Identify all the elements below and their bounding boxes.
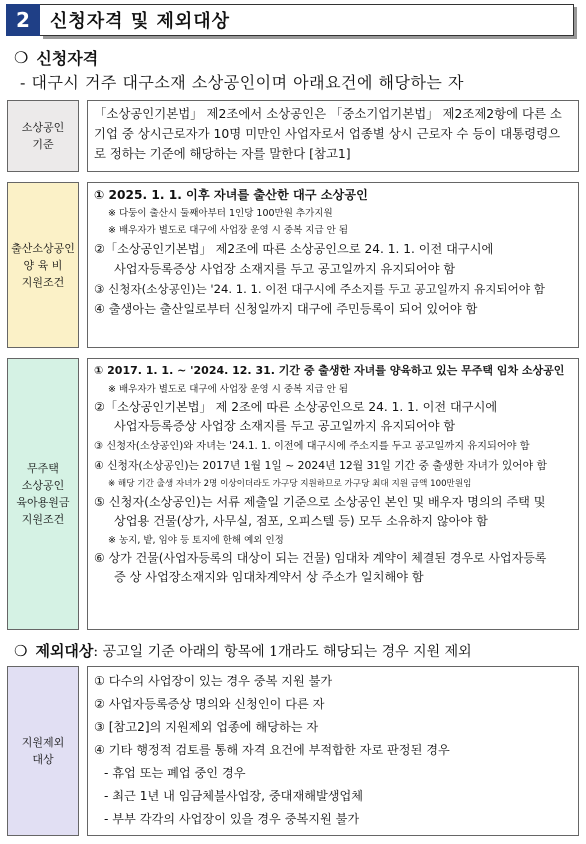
- row-housing-support: [7, 358, 579, 630]
- exclusion-title: 제외대상: [35, 642, 94, 660]
- housing-conditions: [87, 358, 579, 630]
- housing-item-2-cont: 사업자등록증상 사업장 소재지를 두고 공고일까지 유지되어야 함: [114, 419, 456, 433]
- circle-bullet-icon: ❍: [14, 48, 29, 67]
- row-label-birth: [7, 182, 79, 348]
- housing-note-3: ※ 농지, 밭, 임야 등 토지에 한해 예외 인정: [108, 534, 284, 546]
- row-label-smb: [7, 100, 79, 172]
- label-line: 지원제외: [21, 736, 65, 749]
- exclusion-sub-2: - 최근 1년 내 임금체불사업장, 중대재해발생업체: [104, 789, 364, 803]
- circle-bullet-icon: ❍: [14, 641, 28, 660]
- birth-item-1: ① 2025. 1. 1. 이후 자녀를 출산한 대구 소상공인: [94, 188, 368, 202]
- exclusion-item-3: ③ [참고2]의 지원제외 업종에 해당하는 자: [94, 720, 319, 734]
- label-line: 소상공인: [21, 121, 65, 134]
- exclusion-sub-1: - 휴업 또는 폐업 중인 경우: [104, 766, 246, 780]
- housing-item-4: ④ 신청자(소상공인)는 2017년 1월 1일 ~ 2024년 12월 31일 기간 중 출생한 자녀가 있어야 함: [94, 459, 547, 472]
- eligibility-heading: [14, 46, 98, 69]
- section-number: 2: [6, 4, 40, 36]
- eligibility-title: 신청자격: [36, 49, 99, 68]
- housing-item-6: ⑥ 상가 건물(사업자등록의 대상이 되는 건물) 임대차 계약이 체결된 경우로 사업자등록: [94, 550, 547, 565]
- exclusion-sub-3: - 부부 각각의 사업장이 있을 경우 중복지원 불가: [104, 812, 360, 826]
- row-label-exclusion: [7, 666, 79, 836]
- housing-item-5: ⑤ 신청자(소상공인)는 서류 제출일 기준으로 소상공인 본인 및 배우자 명의의 주택 및: [94, 494, 546, 509]
- row-label-housing: [7, 358, 79, 630]
- label-line: 출산소상공인: [11, 241, 75, 255]
- label-line: 지원조건: [21, 275, 65, 289]
- eligibility-subheading: - 대구시 거주 대구소재 소상공인이며 아래요건에 해당하는 자: [20, 73, 464, 92]
- section-header: [6, 4, 574, 36]
- exclusion-item-2: ② 사업자등록증상 명의와 신청인이 다른 자: [94, 697, 325, 711]
- exclusion-item-4: ④ 기타 행정적 검토를 통해 자격 요건에 부적합한 자로 판정된 경우: [94, 743, 450, 757]
- label-line: 기준: [32, 138, 54, 151]
- birth-item-4: ④ 출생아는 출산일로부터 신청일까지 대구에 주민등록이 되어 있어야 함: [94, 302, 478, 316]
- exclusion-description: : 공고일 기준 아래의 항목에 1개라도 해당되는 경우 지원 제외: [93, 643, 472, 660]
- housing-item-3: ③ 신청자(소상공인)와 자녀는 '24.1. 1. 이전에 대구시에 주소지를 두고 공고일까지 유지되어야 함: [94, 440, 530, 452]
- exclusion-list: [87, 666, 579, 836]
- housing-note-1: ※ 배우자가 별도로 대구에 사업장 운영 시 중복 지급 안 됨: [108, 383, 349, 395]
- label-line: 양 육 비: [23, 258, 63, 272]
- birth-item-3: ③ 신청자(소상공인)는 '24. 1. 1. 이전 대구시에 주소지를 두고 공고일까지 유지되어야 함: [94, 282, 545, 296]
- label-line: 무주택: [27, 462, 59, 475]
- section-title: 신청자격 및 제외대상: [40, 4, 574, 36]
- exclusion-item-1: ① 다수의 사업장이 있는 경우 중복 지원 불가: [94, 674, 333, 688]
- label-line: 소상공인: [21, 479, 65, 492]
- birth-item-2: ②「소상공인기본법」 제2조에 따른 소상공인으로 24. 1. 1. 이전 대구시에: [94, 242, 494, 256]
- row-smb-standard: [7, 100, 579, 172]
- housing-note-2: ※ 해당 기간 출생 자녀가 2명 이상이더라도 가구당 지원하므로 가구당 최대 지원 금액 100만원임: [108, 478, 472, 489]
- housing-item-2: ②「소상공인기본법」 제 2조에 따른 소상공인으로 24. 1. 1. 이전 대구시에: [94, 399, 498, 414]
- smb-standard-text: 「소상공인기본법」 제2조에서 소상공인은 「중소기업기본법」 제2조제2항에 다른 소기업 중 상시근로자가 10명 미만인 사업자로서 업종별 상시 근로자 수 등이 대통령령으로 정하는 기준에 해당하는 자를 말한다 [참고1]: [87, 100, 579, 172]
- housing-item-1: ① 2017. 1. 1. ~ '2024. 12. 31. 기간 중 출생한 자녀를 양육하고 있는 무주택 임차 소상공인: [94, 364, 565, 377]
- label-line: 지원조건: [21, 513, 65, 526]
- birth-item-2-cont: 사업자등록증상 사업장 소재지를 두고 공고일까지 유지되어야 함: [114, 262, 456, 276]
- birth-note-2: ※ 배우자가 별도로 대구에 사업장 운영 시 중복 지급 안 됨: [108, 225, 349, 236]
- row-birth-support: [7, 182, 579, 348]
- row-exclusion: [7, 666, 579, 836]
- birth-conditions: [87, 182, 579, 348]
- label-line: 육아용원금: [16, 496, 70, 509]
- housing-item-6-cont: 증 상 사업장소재지와 임대차계약서 상 주소가 일치해야 함: [114, 570, 424, 584]
- label-line: 대상: [32, 753, 54, 766]
- exclusion-heading: [14, 640, 472, 661]
- housing-item-5-cont: 상업용 건물(상가, 사무실, 점포, 오피스텔 등) 모두 소유하지 않아야 함: [114, 514, 488, 528]
- birth-note-1: ※ 다둥이 출산시 둘째아부터 1인당 100만원 추가지원: [108, 208, 333, 219]
